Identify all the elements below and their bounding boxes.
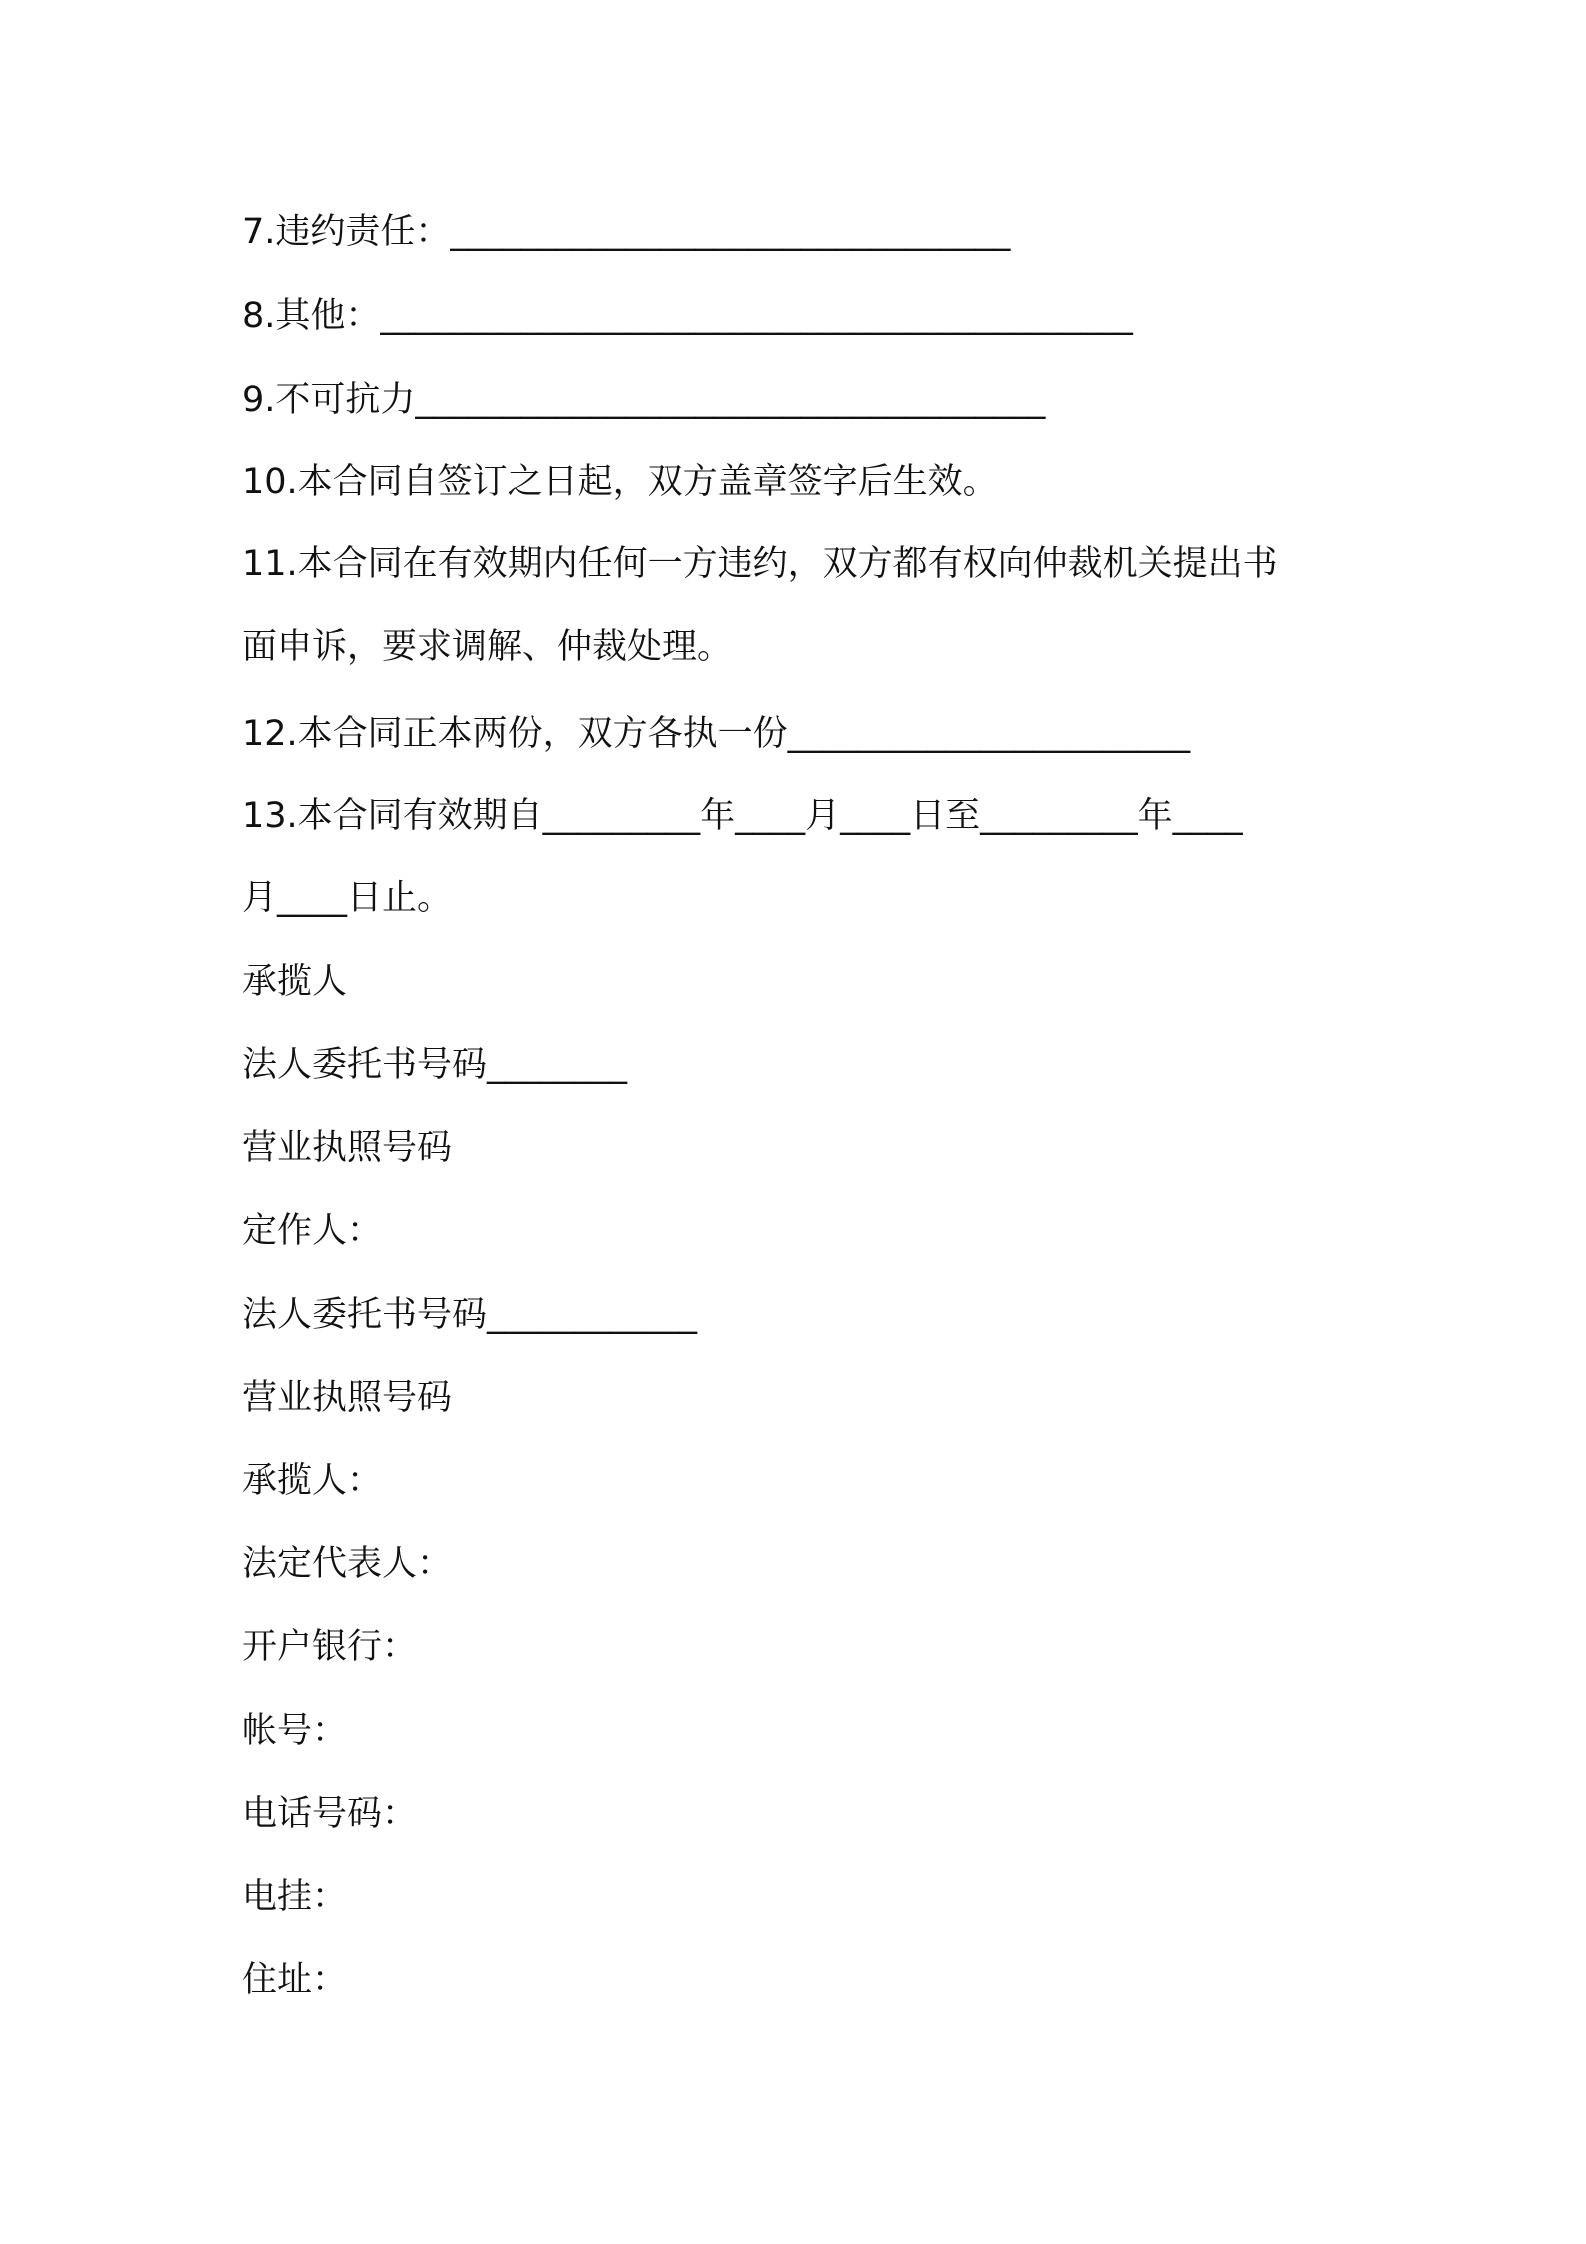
orderer-power-of-attorney: 法人委托书号码____________	[242, 1295, 698, 1335]
account-label: 帐号：	[242, 1711, 348, 1751]
address-label: 住址：	[242, 1960, 348, 2000]
orderer-business-license: 营业执照号码	[242, 1378, 453, 1418]
clause-8-other: 8.其他：___________________________________________	[242, 296, 1133, 336]
clause-13-term: 13.本合同有效期自_________年____月____日至_________年____	[242, 796, 1243, 836]
clause-13-term-cont: 月____日止。	[242, 878, 453, 918]
phone-label: 电话号码：	[242, 1794, 418, 1834]
clause-11-dispute: 11.本合同在有效期内任何一方违约，双方都有权向仲裁机关提出书	[242, 544, 1278, 584]
clause-9-force-majeure: 9.不可抗力____________________________________	[242, 380, 1046, 420]
legal-representative: 法定代表人：	[242, 1544, 453, 1584]
clause-12-copies: 12.本合同正本两份，双方各执一份_______________________	[242, 714, 1191, 754]
clause-10-effective: 10.本合同自签订之日起，双方盖章签字后生效。	[242, 462, 998, 502]
clause-7-breach-liability: 7.违约责任：________________________________	[242, 212, 1011, 252]
contractor-business-license: 营业执照号码	[242, 1128, 453, 1168]
contractor-power-of-attorney: 法人委托书号码________	[242, 1045, 628, 1085]
telegraph-label: 电挂：	[242, 1877, 348, 1917]
bank-label: 开户银行：	[242, 1627, 418, 1667]
clause-11-dispute-cont: 面申诉，要求调解、仲裁处理。	[242, 627, 733, 667]
orderer-label: 定作人：	[242, 1211, 383, 1251]
contractor-label: 承揽人	[242, 962, 348, 1002]
contractor-label-2: 承揽人：	[242, 1461, 383, 1501]
